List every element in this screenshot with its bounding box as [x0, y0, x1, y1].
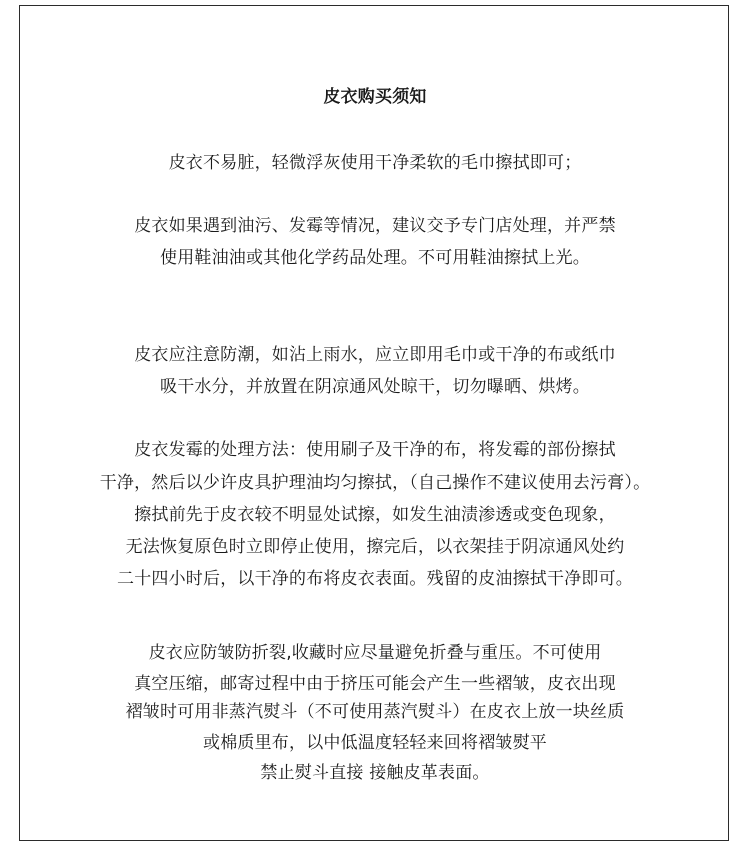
paragraph-3-line-1: 皮衣应注意防潮，如沾上雨水，应立即用毛巾或干净的布或纸巾: [134, 345, 616, 365]
paragraph-4-line-4: 无法恢复原色时立即停止使用，擦完后，以衣架挂于阴凉通风处约: [125, 537, 625, 557]
paragraph-4-line-1: 皮衣发霉的处理方法：使用刷子及干净的布，将发霉的部份擦拭: [134, 440, 616, 460]
paragraph-2-line-2: 使用鞋油油或其他化学药品处理。不可用鞋油擦拭上光。: [160, 248, 590, 268]
paragraph-3-line-2: 吸干水分，并放置在阴凉通风处晾干，切勿曝晒、烘烤。: [160, 377, 590, 397]
paragraph-4-line-3: 擦拭前先于皮衣较不明显处试擦，如发生油渍渗透或变色现象，: [134, 505, 616, 525]
paragraph-5-line-2: 真空压缩，邮寄过程中由于挤压可能会产生一些褶皱，皮衣出现: [134, 674, 616, 694]
paragraph-5-line-3: 褶皱时可用非蒸汽熨斗（不可使用蒸汽熨斗）在皮衣上放一块丝质: [125, 702, 625, 722]
paragraph-1-line-1: 皮衣不易脏，轻微浮灰使用干净柔软的毛巾擦拭即可；: [168, 153, 582, 173]
paragraph-5-line-1: 皮衣应防皱防折裂,收藏时应尽量避免折叠与重压。不可使用: [148, 643, 602, 663]
paragraph-5-line-5: 禁止熨斗直接 接触皮革表面。: [260, 763, 490, 783]
page-title: 皮衣购买须知: [323, 87, 427, 107]
paragraph-4-line-5: 二十四小时后，以干净的布将皮衣表面。残留的皮油擦拭干净即可。: [117, 569, 633, 589]
paragraph-4-line-2: 干净，然后以少许皮具护理油均匀擦拭，（自己操作不建议使用去污膏）。: [99, 473, 651, 493]
paragraph-5-line-4: 或棉质里布，以中低温度轻轻来回将褶皱熨平: [203, 733, 547, 753]
paragraph-2-line-1: 皮衣如果遇到油污、发霉等情况，建议交予专门店处理，并严禁: [134, 216, 616, 236]
